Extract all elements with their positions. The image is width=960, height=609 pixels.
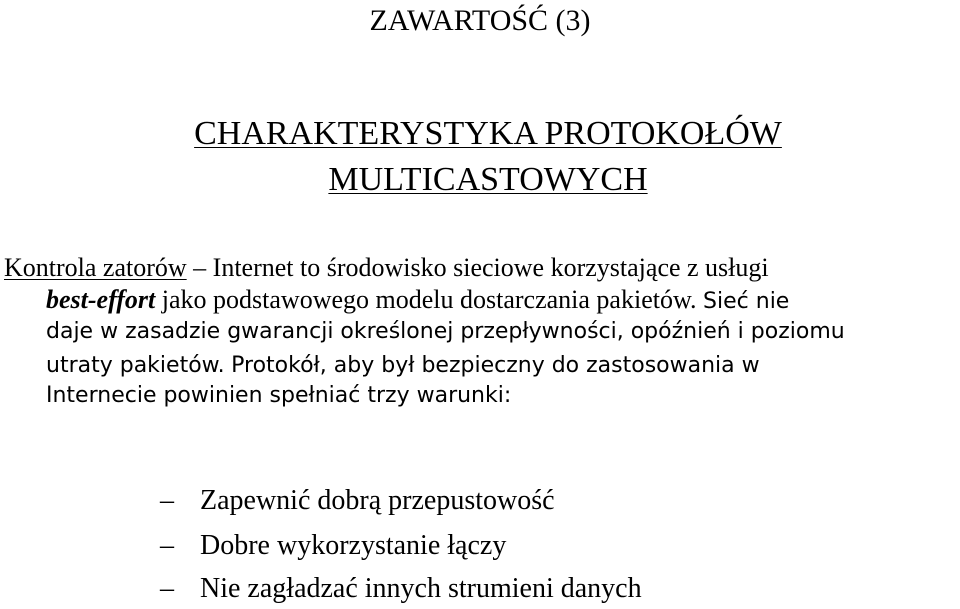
paragraph-line-1-text: Internet to środowisko sieciowe korzystające z usługi: [212, 253, 769, 282]
paragraph-line-5: Internecie powinien spełniać trzy warunki:: [46, 383, 512, 408]
list-item: [160, 483, 555, 519]
paragraph-line-4: [46, 348, 760, 382]
list-item-text: Nie zagładzać innych strumieni danych: [200, 573, 642, 604]
paragraph-line-2-tail: Sieć nie: [703, 289, 790, 314]
list-dash: –: [160, 573, 174, 604]
paragraph-line-1: [4, 252, 769, 284]
term-congestion-control: Kontrola zatorów: [4, 253, 187, 282]
list-item: [160, 528, 506, 564]
paragraph-line-4-lead: utraty pakietów.: [46, 353, 225, 378]
list-item-text: Dobre wykorzystanie łączy: [200, 530, 507, 561]
list-item-text: Zapewnić dobrą przepustowość: [200, 485, 555, 516]
paragraph-line-4-tail: Protokół, aby był bezpieczny do zastosowania w: [231, 353, 760, 378]
paragraph-line-3: daje w zasadzie gwarancji określonej przepływności, opóźnień i poziomu: [46, 319, 845, 344]
list-item: [160, 571, 642, 607]
section-heading-line-1: CHARAKTERYSTYKA PROTOKOŁÓW: [194, 115, 782, 152]
em-dash: –: [193, 253, 207, 282]
best-effort-term: best-effort: [46, 285, 156, 314]
section-heading-line-2: MULTICASTOWYCH: [328, 161, 648, 198]
list-dash: –: [160, 530, 174, 561]
paragraph-line-2: [46, 284, 789, 318]
section-heading: [0, 111, 960, 203]
paragraph-line-2-text: jako podstawowego modelu dostarczania pakietów.: [161, 285, 697, 314]
list-dash: –: [160, 485, 174, 516]
slide-title: ZAWARTOŚĆ (3): [369, 4, 591, 37]
